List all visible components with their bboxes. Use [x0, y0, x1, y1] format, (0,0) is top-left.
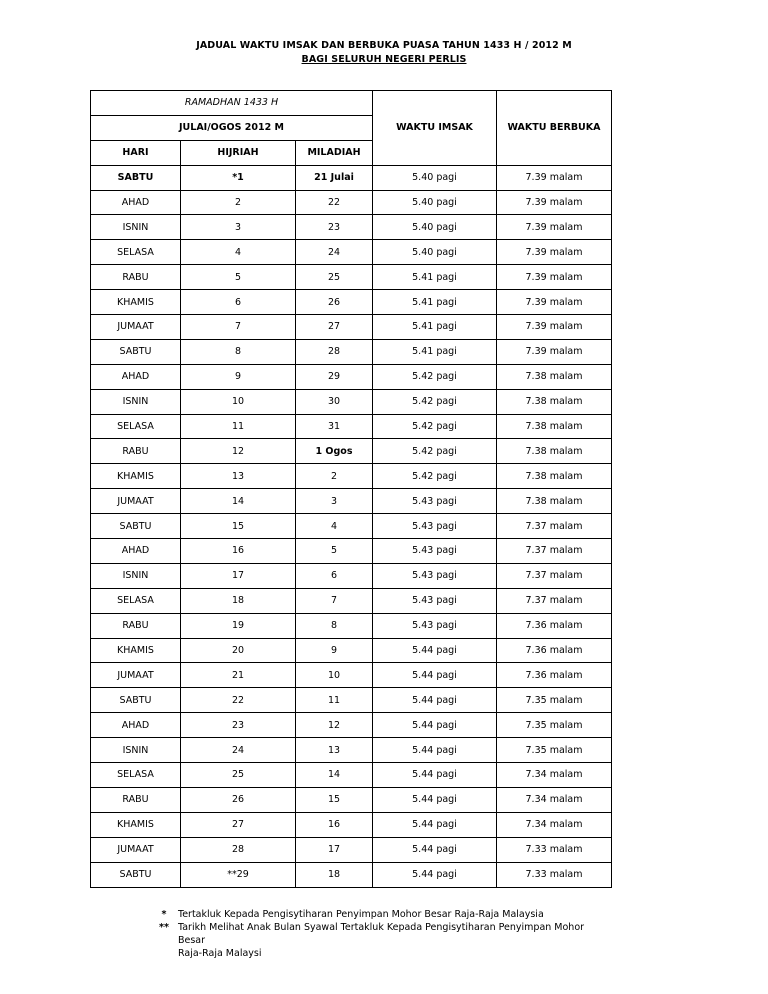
header-row-ramadhan: [91, 91, 612, 116]
cell-berbuka: 7.39 malam: [497, 290, 612, 315]
table-row: [91, 738, 612, 763]
cell-imsak: 5.44 pagi: [373, 812, 497, 837]
cell-hijriah: 20: [181, 638, 296, 663]
document-subtitle: BAGI SELURUH NEGERI PERLIS: [301, 54, 467, 65]
cell-miladiah: 7: [296, 588, 373, 613]
cell-miladiah: 1 Ogos: [296, 439, 373, 464]
cell-miladiah: 15: [296, 787, 373, 812]
footnote-2-continuation: Raja-Raja Malaysi: [178, 948, 262, 959]
cell-hijriah: 9: [181, 364, 296, 389]
cell-miladiah: 10: [296, 663, 373, 688]
cell-hari: JUMAAT: [91, 489, 181, 514]
cell-hijriah: 17: [181, 563, 296, 588]
cell-miladiah: 23: [296, 215, 373, 240]
schedule-table: [90, 90, 612, 888]
cell-berbuka: 7.33 malam: [497, 837, 612, 862]
table-row: [91, 812, 612, 837]
cell-hijriah: 18: [181, 588, 296, 613]
cell-imsak: 5.41 pagi: [373, 290, 497, 315]
footnote-mark: **: [159, 922, 169, 933]
header-waktu-berbuka: WAKTU BERBUKA: [497, 91, 612, 166]
cell-hari: SABTU: [91, 688, 181, 713]
footnote-text: Tarikh Melihat Anak Bulan Syawal Tertakluk Kepada Pengisytiharan Penyimpan Mohor Besar: [178, 922, 585, 946]
cell-hijriah: 15: [181, 514, 296, 539]
cell-hijriah: 24: [181, 738, 296, 763]
cell-imsak: 5.44 pagi: [373, 688, 497, 713]
cell-miladiah: 31: [296, 414, 373, 439]
cell-berbuka: 7.39 malam: [497, 240, 612, 265]
cell-berbuka: 7.36 malam: [497, 638, 612, 663]
cell-miladiah: 24: [296, 240, 373, 265]
table-row: [91, 414, 612, 439]
cell-hijriah: 11: [181, 414, 296, 439]
cell-hijriah: 26: [181, 787, 296, 812]
cell-imsak: 5.44 pagi: [373, 787, 497, 812]
cell-berbuka: 7.33 malam: [497, 862, 612, 887]
table-row: [91, 713, 612, 738]
table-row: [91, 862, 612, 887]
table-row: [91, 439, 612, 464]
cell-hari: KHAMIS: [91, 638, 181, 663]
cell-imsak: 5.41 pagi: [373, 339, 497, 364]
cell-miladiah: 6: [296, 563, 373, 588]
table-row: [91, 464, 612, 489]
cell-hijriah: 22: [181, 688, 296, 713]
cell-berbuka: 7.37 malam: [497, 514, 612, 539]
cell-hijriah: 21: [181, 663, 296, 688]
cell-berbuka: 7.39 malam: [497, 190, 612, 215]
cell-berbuka: 7.34 malam: [497, 763, 612, 788]
cell-berbuka: 7.37 malam: [497, 588, 612, 613]
cell-imsak: 5.40 pagi: [373, 190, 497, 215]
footnotes: [150, 908, 598, 960]
cell-imsak: 5.43 pagi: [373, 489, 497, 514]
cell-berbuka: 7.38 malam: [497, 489, 612, 514]
table-row: [91, 613, 612, 638]
cell-imsak: 5.40 pagi: [373, 165, 497, 190]
cell-hari: SABTU: [91, 862, 181, 887]
cell-miladiah: 5: [296, 539, 373, 564]
cell-imsak: 5.44 pagi: [373, 638, 497, 663]
cell-berbuka: 7.38 malam: [497, 464, 612, 489]
cell-miladiah: 18: [296, 862, 373, 887]
cell-hari: RABU: [91, 265, 181, 290]
cell-hijriah: **29: [181, 862, 296, 887]
cell-miladiah: 11: [296, 688, 373, 713]
cell-imsak: 5.40 pagi: [373, 215, 497, 240]
cell-miladiah: 22: [296, 190, 373, 215]
cell-imsak: 5.42 pagi: [373, 414, 497, 439]
cell-imsak: 5.44 pagi: [373, 738, 497, 763]
cell-imsak: 5.42 pagi: [373, 439, 497, 464]
cell-hari: JUMAAT: [91, 315, 181, 340]
table-row: [91, 763, 612, 788]
cell-imsak: 5.44 pagi: [373, 763, 497, 788]
cell-miladiah: 2: [296, 464, 373, 489]
cell-hari: KHAMIS: [91, 464, 181, 489]
cell-hari: JUMAAT: [91, 837, 181, 862]
footnote-1: [150, 908, 598, 921]
cell-berbuka: 7.36 malam: [497, 663, 612, 688]
cell-berbuka: 7.37 malam: [497, 539, 612, 564]
cell-berbuka: 7.38 malam: [497, 414, 612, 439]
cell-hijriah: 12: [181, 439, 296, 464]
cell-miladiah: 26: [296, 290, 373, 315]
cell-imsak: 5.43 pagi: [373, 588, 497, 613]
cell-miladiah: 8: [296, 613, 373, 638]
table-row: [91, 190, 612, 215]
cell-berbuka: 7.34 malam: [497, 787, 612, 812]
cell-hari: AHAD: [91, 364, 181, 389]
cell-imsak: 5.43 pagi: [373, 539, 497, 564]
footnote-text: Tertakluk Kepada Pengisytiharan Penyimpan Mohor Besar Raja-Raja Malaysia: [178, 909, 544, 920]
cell-miladiah: 4: [296, 514, 373, 539]
cell-berbuka: 7.38 malam: [497, 389, 612, 414]
cell-imsak: 5.44 pagi: [373, 713, 497, 738]
cell-hijriah: 6: [181, 290, 296, 315]
cell-hijriah: 13: [181, 464, 296, 489]
cell-miladiah: 30: [296, 389, 373, 414]
cell-miladiah: 17: [296, 837, 373, 862]
cell-hijriah: 7: [181, 315, 296, 340]
cell-hijriah: 8: [181, 339, 296, 364]
cell-berbuka: 7.39 malam: [497, 215, 612, 240]
cell-berbuka: 7.35 malam: [497, 738, 612, 763]
footnote-mark: *: [161, 909, 167, 920]
cell-hijriah: *1: [181, 165, 296, 190]
cell-hijriah: 19: [181, 613, 296, 638]
cell-hari: SELASA: [91, 763, 181, 788]
cell-hari: SABTU: [91, 165, 181, 190]
cell-imsak: 5.44 pagi: [373, 837, 497, 862]
cell-hari: SABTU: [91, 339, 181, 364]
cell-berbuka: 7.38 malam: [497, 439, 612, 464]
cell-berbuka: 7.39 malam: [497, 315, 612, 340]
cell-hari: ISNIN: [91, 215, 181, 240]
cell-hari: AHAD: [91, 713, 181, 738]
cell-hari: RABU: [91, 787, 181, 812]
cell-hari: ISNIN: [91, 389, 181, 414]
cell-berbuka: 7.35 malam: [497, 713, 612, 738]
table-row: [91, 290, 612, 315]
table-row: [91, 837, 612, 862]
cell-hijriah: 25: [181, 763, 296, 788]
cell-hijriah: 14: [181, 489, 296, 514]
table-row: [91, 663, 612, 688]
table-row: [91, 514, 612, 539]
table-row: [91, 364, 612, 389]
cell-miladiah: 16: [296, 812, 373, 837]
cell-hari: AHAD: [91, 539, 181, 564]
cell-hari: RABU: [91, 613, 181, 638]
table-row: [91, 638, 612, 663]
cell-imsak: 5.42 pagi: [373, 364, 497, 389]
cell-miladiah: 12: [296, 713, 373, 738]
table-row: [91, 389, 612, 414]
cell-imsak: 5.43 pagi: [373, 514, 497, 539]
cell-hijriah: 3: [181, 215, 296, 240]
cell-hari: RABU: [91, 439, 181, 464]
cell-imsak: 5.42 pagi: [373, 389, 497, 414]
cell-hijriah: 23: [181, 713, 296, 738]
cell-hari: JUMAAT: [91, 663, 181, 688]
cell-berbuka: 7.38 malam: [497, 364, 612, 389]
cell-berbuka: 7.34 malam: [497, 812, 612, 837]
cell-hari: SABTU: [91, 514, 181, 539]
cell-hijriah: 16: [181, 539, 296, 564]
cell-hijriah: 5: [181, 265, 296, 290]
table-row: [91, 165, 612, 190]
header-hijriah: HIJRIAH: [181, 140, 296, 165]
cell-berbuka: 7.39 malam: [497, 339, 612, 364]
cell-hijriah: 10: [181, 389, 296, 414]
cell-berbuka: 7.35 malam: [497, 688, 612, 713]
table-row: [91, 240, 612, 265]
table-row: [91, 215, 612, 240]
document-title: JADUAL WAKTU IMSAK DAN BERBUKA PUASA TAHUN 1433 H / 2012 M: [196, 40, 572, 51]
cell-miladiah: 21 Julai: [296, 165, 373, 190]
cell-hijriah: 27: [181, 812, 296, 837]
header-month: JULAI/OGOS 2012 M: [91, 115, 373, 140]
cell-hari: ISNIN: [91, 563, 181, 588]
table-row: [91, 588, 612, 613]
table-row: [91, 563, 612, 588]
cell-berbuka: 7.37 malam: [497, 563, 612, 588]
cell-hari: ISNIN: [91, 738, 181, 763]
cell-miladiah: 25: [296, 265, 373, 290]
cell-hijriah: 4: [181, 240, 296, 265]
cell-hijriah: 28: [181, 837, 296, 862]
cell-imsak: 5.41 pagi: [373, 265, 497, 290]
cell-hari: SELASA: [91, 240, 181, 265]
cell-miladiah: 9: [296, 638, 373, 663]
cell-miladiah: 13: [296, 738, 373, 763]
cell-hari: SELASA: [91, 414, 181, 439]
cell-imsak: 5.44 pagi: [373, 862, 497, 887]
cell-hari: SELASA: [91, 588, 181, 613]
cell-miladiah: 27: [296, 315, 373, 340]
cell-hari: KHAMIS: [91, 812, 181, 837]
cell-berbuka: 7.39 malam: [497, 165, 612, 190]
table-row: [91, 315, 612, 340]
table-row: [91, 539, 612, 564]
header-hari: HARI: [91, 140, 181, 165]
table-row: [91, 265, 612, 290]
table-row: [91, 339, 612, 364]
cell-berbuka: 7.36 malam: [497, 613, 612, 638]
header-waktu-imsak: WAKTU IMSAK: [373, 91, 497, 166]
cell-imsak: 5.42 pagi: [373, 464, 497, 489]
table-row: [91, 688, 612, 713]
cell-miladiah: 29: [296, 364, 373, 389]
cell-miladiah: 28: [296, 339, 373, 364]
cell-berbuka: 7.39 malam: [497, 265, 612, 290]
cell-imsak: 5.41 pagi: [373, 315, 497, 340]
cell-imsak: 5.43 pagi: [373, 563, 497, 588]
table-row: [91, 787, 612, 812]
cell-miladiah: 14: [296, 763, 373, 788]
footnote-2: [150, 921, 598, 947]
cell-imsak: 5.40 pagi: [373, 240, 497, 265]
table-row: [91, 489, 612, 514]
cell-miladiah: 3: [296, 489, 373, 514]
cell-imsak: 5.43 pagi: [373, 613, 497, 638]
cell-imsak: 5.44 pagi: [373, 663, 497, 688]
header-miladiah: MILADIAH: [296, 140, 373, 165]
header-ramadhan: RAMADHAN 1433 H: [91, 91, 373, 116]
cell-hari: KHAMIS: [91, 290, 181, 315]
cell-hijriah: 2: [181, 190, 296, 215]
cell-hari: AHAD: [91, 190, 181, 215]
